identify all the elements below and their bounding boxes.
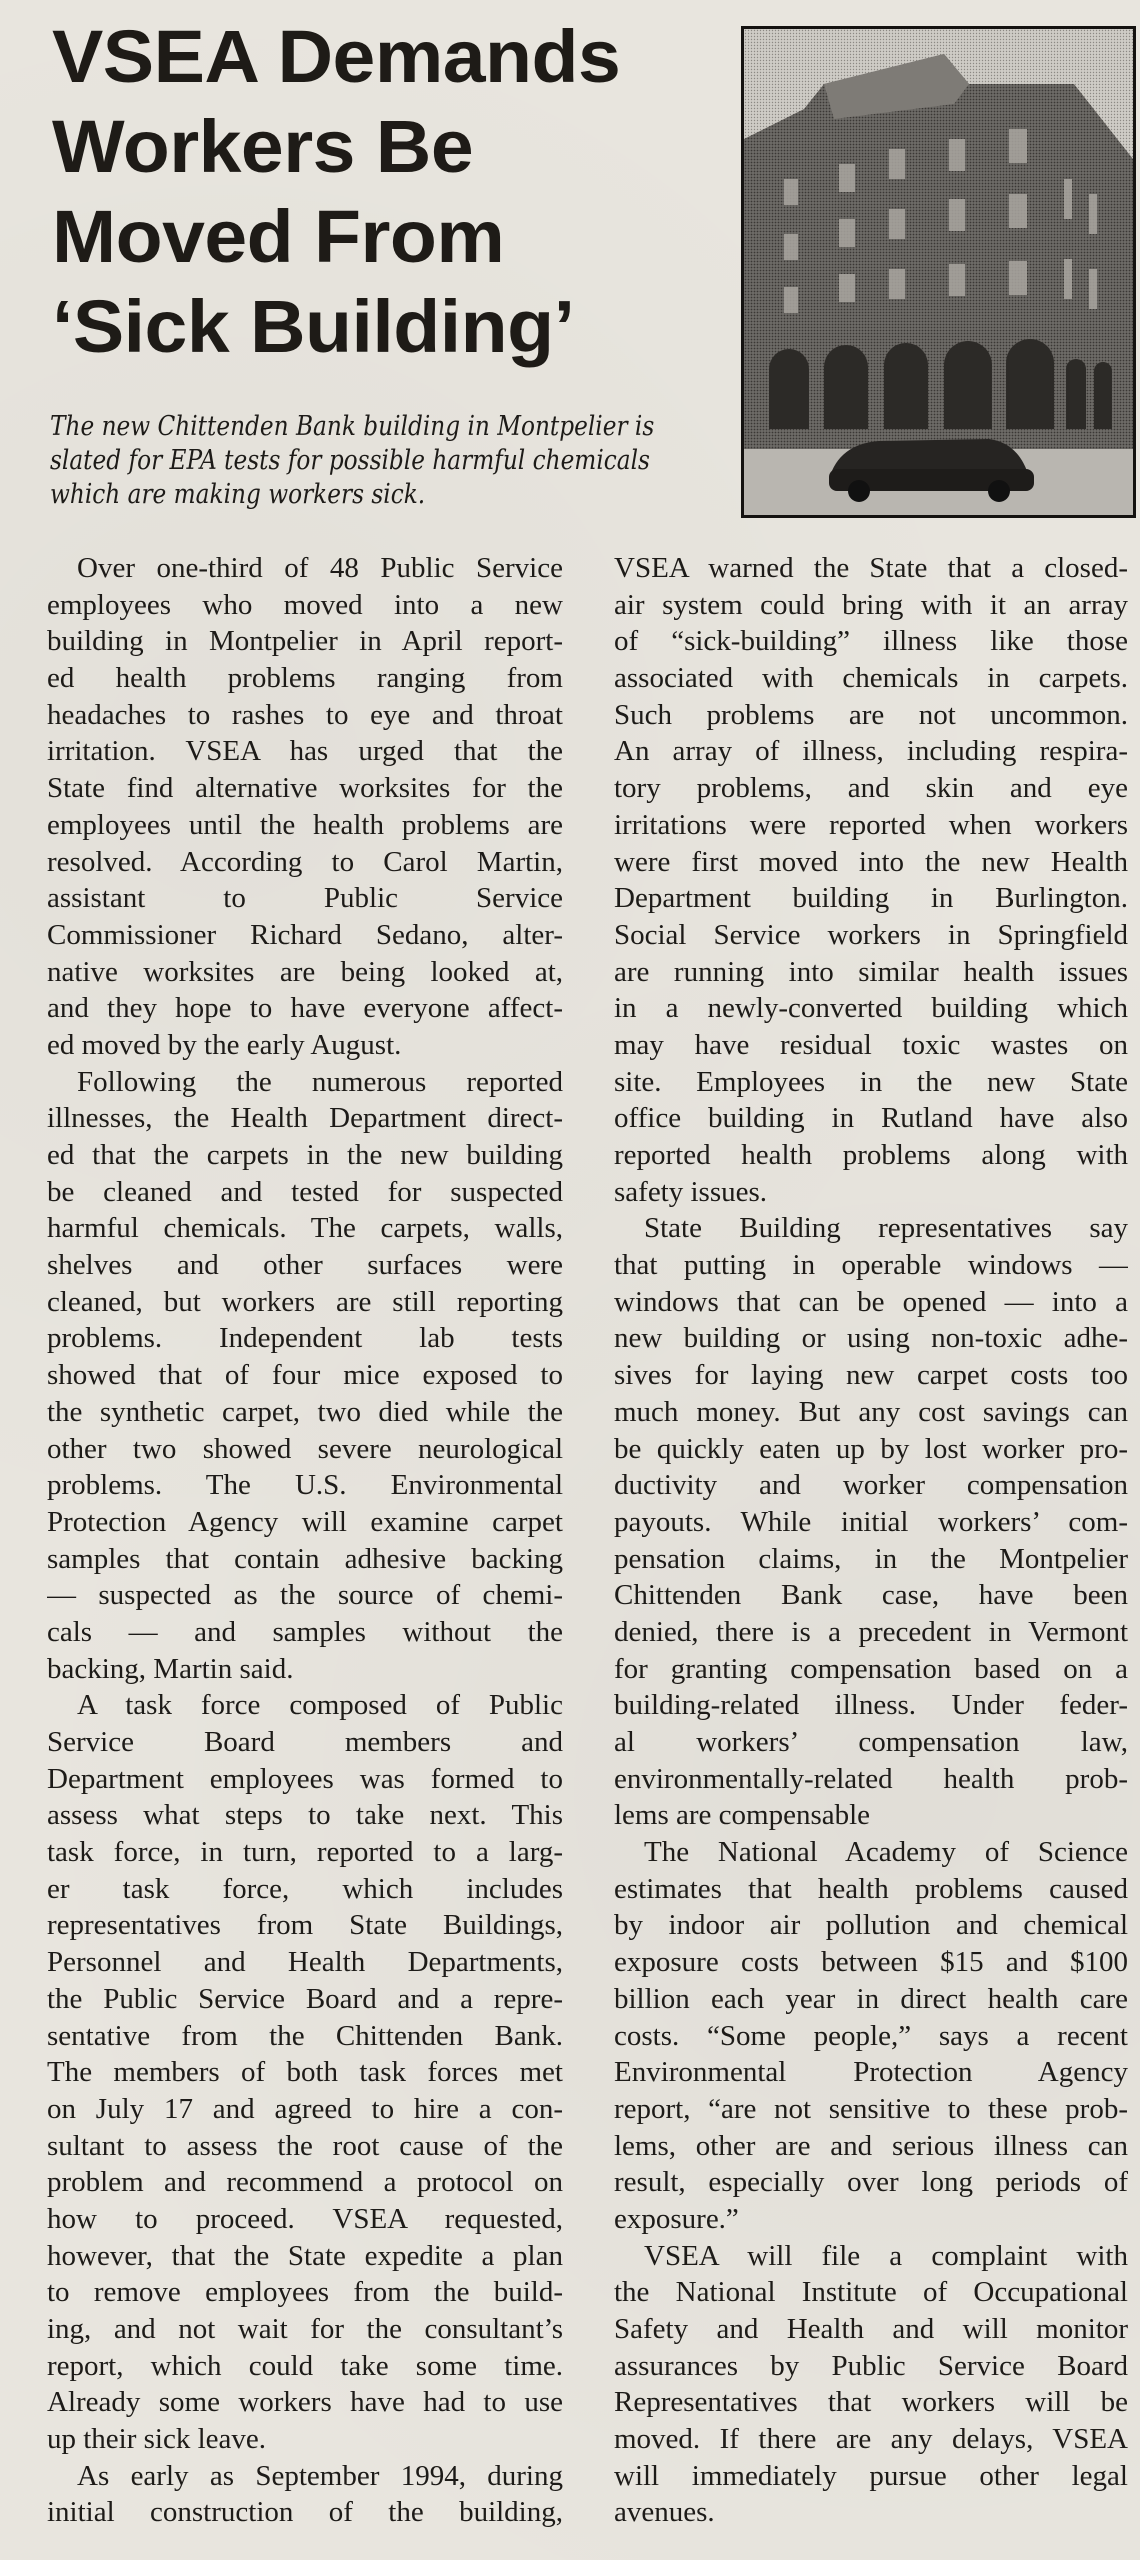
text-line: Already some workers have had to use [47, 2386, 563, 2419]
headline-line: VSEA Demands [52, 15, 621, 98]
text-line: irritations were reported when workers [614, 808, 1128, 841]
text-line: building in Montpelier in April report- [47, 625, 563, 658]
text-line: harmful chemicals. The carpets, walls, [47, 1212, 563, 1245]
text-line: native worksites are being looked at, [47, 955, 563, 988]
text-line: Chittenden Bank case, have been [614, 1579, 1128, 1612]
text-line: assess what steps to take next. This [47, 1799, 563, 1832]
text-line: lems, other are and serious illness can [614, 2129, 1128, 2162]
headline-line: ‘Sick Building’ [52, 285, 575, 368]
text-line: associated with chemicals in carpets. [614, 662, 1128, 695]
text-line: Safety and Health and will monitor [614, 2313, 1128, 2345]
text-line: problem and recommend a protocol on [47, 2166, 563, 2199]
text-line: payouts. While initial workers’ com- [614, 1505, 1128, 1538]
text-line: however, that the State expedite a plan [47, 2239, 563, 2272]
text-line: al workers’ compensation law, [614, 1726, 1128, 1758]
text-line: problems. Independent lab tests [47, 1322, 563, 1355]
text-line: VSEA warned the State that a closed- [614, 552, 1128, 584]
text-line: showed that of four mice exposed to [47, 1359, 563, 1392]
text-line: the synthetic carpet, two died while the [47, 1395, 563, 1428]
text-line: Department building in Burlington. [614, 882, 1128, 915]
text-line: were first moved into the new Health [614, 845, 1128, 878]
text-line: billion each year in direct health care [614, 1982, 1128, 2015]
text-line: An array of illness, including respira- [614, 735, 1128, 768]
text-line: report, which could take some time. [47, 2349, 563, 2382]
text-line: by indoor air pollution and chemical [614, 1909, 1128, 1942]
text-line: ed health problems ranging from [47, 662, 563, 695]
building-photo [741, 26, 1136, 518]
caption-line: The new Chittenden Bank building in Montpelier is [50, 411, 655, 442]
text-line: other two showed severe neurological [47, 1432, 563, 1465]
caption-line: slated for EPA tests for possible harmful chemicals [50, 445, 650, 476]
text-line: costs. “Some people,” says a recent [614, 2019, 1128, 2052]
text-line: assistant to Public Service [47, 882, 563, 915]
text-line: be quickly eaten up by lost worker pro- [614, 1432, 1128, 1465]
text-line: Commissioner Richard Sedano, alter- [47, 918, 563, 951]
text-line: moved. If there are any delays, VSEA [614, 2423, 1128, 2456]
building-photo-image [744, 29, 1133, 515]
text-line: sives for laying new carpet costs too [614, 1359, 1128, 1392]
text-line: safety issues. [614, 1175, 768, 1208]
article-column-left [47, 550, 563, 2531]
text-line: employees until the health problems are [47, 808, 563, 841]
text-line: shelves and other surfaces were [47, 1249, 563, 1282]
paragraph-start-line: The National Academy of Science [644, 1836, 1128, 1869]
article-column-right [614, 550, 1128, 2531]
text-line: be cleaned and tested for suspected [47, 1175, 563, 1208]
paragraph-start-line: Following the numerous reported [77, 1065, 563, 1098]
text-line: ed moved by the early August. [47, 1028, 402, 1061]
text-line: sentative from the Chittenden Bank. [47, 2019, 563, 2052]
paragraph-start-line: Over one-third of 48 Public Service [77, 552, 563, 584]
text-line: for granting compensation based on a [614, 1652, 1128, 1685]
text-line: resolved. According to Carol Martin, [47, 845, 563, 878]
paragraph-start-line: As early as September 1994, during [77, 2459, 563, 2492]
text-line: employees who moved into a new [47, 588, 563, 621]
text-line: site. Employees in the new State [614, 1065, 1128, 1098]
photo-caption [50, 410, 695, 512]
text-line: air system could bring with it an array [614, 588, 1128, 621]
text-line: er task force, which includes [47, 1872, 563, 1905]
text-line: State find alternative worksites for the [47, 772, 563, 805]
text-line: backing, Martin said. [47, 1652, 294, 1685]
text-line: may have residual toxic wastes on [614, 1028, 1128, 1061]
paragraph-start-line: A task force composed of Public [77, 1689, 563, 1722]
text-line: in a newly-converted building which [614, 992, 1128, 1025]
text-line: Department employees was formed to [47, 1762, 563, 1795]
text-line: avenues. [614, 2496, 715, 2529]
text-line: of “sick-building” illness like those [614, 625, 1128, 658]
text-line: reported health problems along with [614, 1139, 1128, 1171]
text-line: result, especially over long periods of [614, 2166, 1128, 2199]
text-line: cleaned, but workers are still reporting [47, 1285, 563, 1318]
text-line: exposure costs between $15 and $100 [614, 1946, 1128, 1979]
text-line: much money. But any cost savings can [614, 1395, 1128, 1428]
text-line: initial construction of the building, [47, 2496, 563, 2529]
text-line: irritation. VSEA has urged that the [47, 735, 563, 768]
text-line: Social Service workers in Springfield [614, 918, 1128, 951]
text-line: are running into similar health issues [614, 955, 1128, 988]
text-line: will immediately pursue other legal [614, 2459, 1128, 2492]
text-line: building-related illness. Under feder- [614, 1689, 1128, 1722]
headline-line: Moved From [52, 195, 505, 278]
text-line: Environmental Protection Agency [614, 2056, 1128, 2089]
text-line: problems. The U.S. Environmental [47, 1469, 563, 1502]
text-line: how to proceed. VSEA requested, [47, 2202, 563, 2235]
text-line: up their sick leave. [47, 2423, 267, 2456]
text-line: ing, and not wait for the consultant’s [47, 2313, 563, 2345]
text-line: windows that can be opened — into a [614, 1285, 1128, 1318]
text-line: sultant to assess the root cause of the [47, 2129, 563, 2162]
text-line: new building or using non-toxic adhe- [614, 1322, 1128, 1355]
text-line: cals — and samples without the [47, 1615, 563, 1648]
text-line: that putting in operable windows — [614, 1249, 1128, 1282]
text-line: ductivity and worker compensation [614, 1469, 1128, 1502]
headline [52, 12, 759, 372]
text-line: estimates that health problems caused [614, 1872, 1128, 1905]
text-line: exposure.” [614, 2202, 739, 2235]
paragraph-start-line: VSEA will file a complaint with [644, 2239, 1128, 2272]
text-line: Protection Agency will examine carpet [47, 1505, 563, 1538]
text-line: the Public Service Board and a repre- [47, 1982, 563, 2015]
text-line: and they hope to have everyone affect- [47, 992, 563, 1025]
text-line: to remove employees from the build- [47, 2276, 563, 2309]
text-line: lems are compensable [614, 1799, 871, 1832]
text-line: — suspected as the source of chemi- [47, 1579, 563, 1612]
headline-line: Workers Be [52, 105, 474, 188]
text-line: Service Board members and [47, 1726, 563, 1758]
text-line: representatives from State Buildings, [47, 1909, 563, 1942]
text-line: office building in Rutland have also [614, 1102, 1128, 1135]
paragraph-start-line: State Building representatives say [644, 1212, 1128, 1245]
text-line: environmentally-related health prob- [614, 1762, 1128, 1795]
text-line: Representatives that workers will be [614, 2386, 1128, 2419]
text-line: denied, there is a precedent in Vermont [614, 1615, 1128, 1648]
text-line: Personnel and Health Departments, [47, 1946, 563, 1979]
text-line: illnesses, the Health Department direct- [47, 1102, 563, 1135]
text-line: The members of both task forces met [47, 2056, 563, 2089]
text-line: assurances by Public Service Board [614, 2349, 1128, 2382]
text-line: the National Institute of Occupational [614, 2276, 1128, 2309]
caption-line: which are making workers sick. [50, 479, 426, 510]
text-line: Such problems are not uncommon. [614, 698, 1128, 731]
text-line: report, “are not sensitive to these prob- [614, 2092, 1128, 2125]
text-line: pensation claims, in the Montpelier [614, 1542, 1128, 1575]
text-line: task force, in turn, reported to a larg- [47, 1836, 563, 1869]
text-line: tory problems, and skin and eye [614, 772, 1128, 805]
text-line: headaches to rashes to eye and throat [47, 698, 563, 731]
text-line: on July 17 and agreed to hire a con- [47, 2092, 563, 2125]
text-line: ed that the carpets in the new building [47, 1139, 563, 1171]
text-line: samples that contain adhesive backing [47, 1542, 563, 1575]
